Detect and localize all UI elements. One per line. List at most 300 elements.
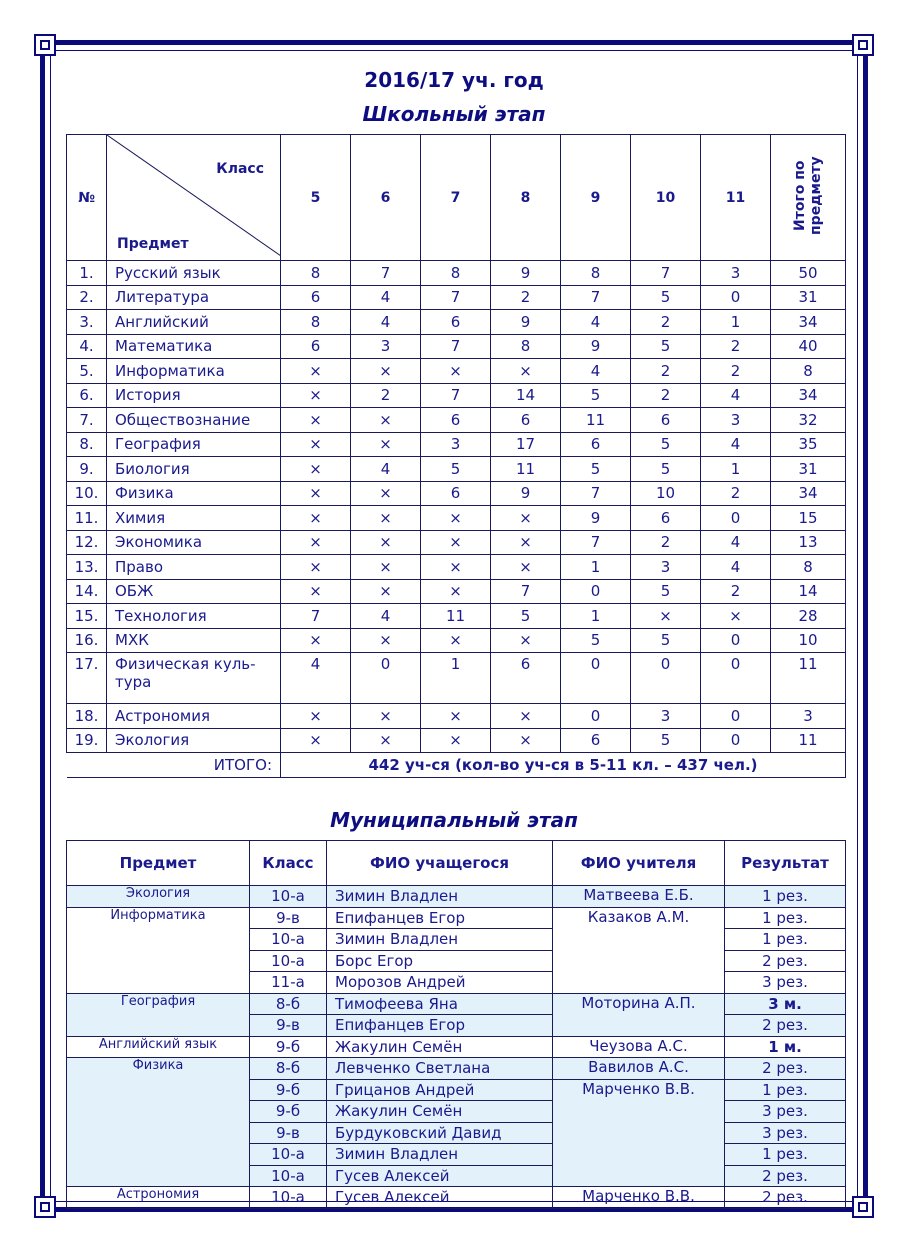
subject-total: 35: [771, 432, 846, 457]
participant-count: 0: [701, 728, 771, 753]
result-cell: 1 рез.: [725, 886, 846, 908]
participant-count: 4: [701, 432, 771, 457]
class-cell: 10-а: [250, 1187, 327, 1209]
subject-total: 10: [771, 628, 846, 653]
subject-total: 8: [771, 359, 846, 384]
class-cell: 8-б: [250, 993, 327, 1015]
total-header: [771, 135, 846, 261]
subject-name: Английский язык: [67, 1036, 250, 1058]
participant-count: 4: [351, 310, 421, 335]
row-number: 12.: [67, 530, 107, 555]
participant-count: ×: [281, 481, 351, 506]
participant-count: ×: [351, 481, 421, 506]
participant-count: 5: [631, 579, 701, 604]
result-cell: 2 рез.: [725, 950, 846, 972]
participant-count: 0: [351, 653, 421, 704]
school-stage-table: [66, 134, 846, 778]
table-row: [67, 481, 846, 506]
student-name: Жакулин Семён: [327, 1036, 553, 1058]
row-number: 1.: [67, 261, 107, 286]
participant-count: 9: [491, 261, 561, 286]
subject-name: Литература: [107, 285, 281, 310]
subject-total: 31: [771, 457, 846, 482]
subject-name: Математика: [107, 334, 281, 359]
table-row: [67, 432, 846, 457]
participant-count: ×: [491, 628, 561, 653]
participant-count: 7: [561, 530, 631, 555]
table-row: [67, 285, 846, 310]
participant-count: ×: [421, 530, 491, 555]
subject-name: Экология: [107, 728, 281, 753]
participant-count: ×: [421, 555, 491, 580]
result-cell: 2 рез.: [725, 1058, 846, 1080]
participant-count: 5: [631, 285, 701, 310]
participant-count: 1: [701, 310, 771, 335]
participant-count: 0: [701, 628, 771, 653]
participant-count: 4: [701, 555, 771, 580]
participant-count: ×: [351, 530, 421, 555]
result-cell: 1 м.: [725, 1036, 846, 1058]
participant-count: 7: [421, 334, 491, 359]
row-number: 9.: [67, 457, 107, 482]
participant-count: 6: [631, 408, 701, 433]
participant-count: ×: [491, 704, 561, 729]
subject-name: Английский: [107, 310, 281, 335]
participant-count: 2: [631, 310, 701, 335]
class-cell: 9-в: [250, 1122, 327, 1144]
row-number: 5.: [67, 359, 107, 384]
table-row: [67, 530, 846, 555]
participant-count: 10: [631, 481, 701, 506]
table-row: [67, 506, 846, 531]
subject-name: Астрономия: [67, 1187, 250, 1209]
table-row: [67, 555, 846, 580]
participant-count: 5: [631, 432, 701, 457]
table-row: [67, 704, 846, 729]
participant-count: 6: [281, 334, 351, 359]
teacher-name: Моторина А.П.: [553, 993, 725, 1036]
participant-count: 2: [701, 579, 771, 604]
class-cell: 10-а: [250, 929, 327, 951]
subject-total: 8: [771, 555, 846, 580]
teacher-column-header: ФИО учителя: [553, 841, 725, 886]
participant-count: 1: [561, 604, 631, 629]
result-cell: 1 рез.: [725, 929, 846, 951]
teacher-name: Марченко В.В.: [553, 1079, 725, 1187]
participant-count: 2: [701, 359, 771, 384]
class-cell: 10-а: [250, 886, 327, 908]
participant-count: 9: [491, 310, 561, 335]
table-row: [67, 579, 846, 604]
teacher-name: Вавилов А.С.: [553, 1058, 725, 1080]
class-label: Класс: [216, 161, 264, 177]
participant-count: 7: [421, 383, 491, 408]
subject-name: Биология: [107, 457, 281, 482]
participant-count: 1: [561, 555, 631, 580]
subject-name: География: [107, 432, 281, 457]
class-cell: 11-а: [250, 972, 327, 994]
subject-name: Физическая куль-тура: [107, 653, 281, 704]
participant-count: 4: [281, 653, 351, 704]
result-cell: 3 рез.: [725, 1122, 846, 1144]
table-row: [67, 886, 846, 908]
table-header-row: [67, 841, 846, 886]
result-cell: 2 рез.: [725, 1187, 846, 1209]
subject-name: Право: [107, 555, 281, 580]
participant-count: 3: [631, 555, 701, 580]
student-name: Епифанцев Егор: [327, 1015, 553, 1037]
table-row: [67, 604, 846, 629]
participant-count: 8: [281, 261, 351, 286]
class-header: 8: [491, 135, 561, 261]
participant-count: 4: [351, 457, 421, 482]
table-row: [67, 310, 846, 335]
result-cell: 3 рез.: [725, 1101, 846, 1123]
subject-name: Физика: [107, 481, 281, 506]
participant-count: 11: [421, 604, 491, 629]
participant-count: 9: [491, 481, 561, 506]
class-cell: 9-б: [250, 1079, 327, 1101]
participant-count: ×: [281, 457, 351, 482]
class-header: 6: [351, 135, 421, 261]
table-row: [67, 728, 846, 753]
row-number: 18.: [67, 704, 107, 729]
subject-total: 11: [771, 653, 846, 704]
subject-total: 34: [771, 481, 846, 506]
row-number: 4.: [67, 334, 107, 359]
participant-count: 4: [701, 530, 771, 555]
participant-count: ×: [281, 555, 351, 580]
participant-count: 2: [351, 383, 421, 408]
subject-label: Предмет: [117, 236, 189, 252]
participant-count: 4: [561, 359, 631, 384]
student-name: Грицанов Андрей: [327, 1079, 553, 1101]
participant-count: 8: [491, 334, 561, 359]
participant-count: ×: [281, 530, 351, 555]
result-cell: 3 рез.: [725, 972, 846, 994]
table-row: [67, 334, 846, 359]
teacher-name: Чеузова А.С.: [553, 1036, 725, 1058]
grand-total-label: ИТОГО:: [67, 753, 281, 778]
participant-count: 7: [351, 261, 421, 286]
student-name: Зимин Владлен: [327, 886, 553, 908]
participant-count: ×: [281, 359, 351, 384]
table-row: [67, 457, 846, 482]
class-cell: 10-а: [250, 1165, 327, 1187]
class-header: 5: [281, 135, 351, 261]
class-cell: 10-а: [250, 1144, 327, 1166]
participant-count: ×: [281, 704, 351, 729]
participant-count: 0: [561, 653, 631, 704]
participant-count: ×: [421, 359, 491, 384]
student-column-header: ФИО учащегося: [327, 841, 553, 886]
participant-count: 3: [631, 704, 701, 729]
class-header: 9: [561, 135, 631, 261]
subject-column-header: Предмет: [67, 841, 250, 886]
table-row: [67, 359, 846, 384]
result-column-header: Результат: [725, 841, 846, 886]
participant-count: 3: [351, 334, 421, 359]
student-name: Левченко Светлана: [327, 1058, 553, 1080]
student-name: Бурдуковский Давид: [327, 1122, 553, 1144]
participant-count: ×: [351, 704, 421, 729]
participant-count: 6: [631, 506, 701, 531]
participant-count: 6: [491, 408, 561, 433]
subject-name: Технология: [107, 604, 281, 629]
result-cell: 3 м.: [725, 993, 846, 1015]
diagonal-header-cell: [107, 135, 281, 261]
class-column-header: Класс: [250, 841, 327, 886]
teacher-name: Марченко В.В.: [553, 1187, 725, 1209]
participant-count: ×: [351, 359, 421, 384]
table-row: [67, 1036, 846, 1058]
page-title-year: 2016/17 уч. год: [364, 68, 544, 92]
participant-count: ×: [421, 728, 491, 753]
subject-total: 3: [771, 704, 846, 729]
class-cell: 10-а: [250, 950, 327, 972]
participant-count: ×: [281, 728, 351, 753]
subject-total: 31: [771, 285, 846, 310]
participant-count: ×: [351, 506, 421, 531]
teacher-name: Казаков А.М.: [553, 907, 725, 993]
participant-count: 1: [701, 457, 771, 482]
participant-count: ×: [491, 359, 561, 384]
row-number: 6.: [67, 383, 107, 408]
participant-count: 6: [421, 481, 491, 506]
row-number: 7.: [67, 408, 107, 433]
participant-count: ×: [351, 579, 421, 604]
table-row: [67, 261, 846, 286]
student-name: Морозов Андрей: [327, 972, 553, 994]
result-cell: 1 рез.: [725, 907, 846, 929]
participant-count: 7: [281, 604, 351, 629]
participant-count: 4: [351, 604, 421, 629]
subject-name: Физика: [67, 1058, 250, 1187]
subject-name: Информатика: [67, 907, 250, 993]
participant-count: ×: [351, 432, 421, 457]
participant-count: 6: [421, 408, 491, 433]
participant-count: 5: [631, 334, 701, 359]
participant-count: 5: [421, 457, 491, 482]
class-header: 10: [631, 135, 701, 261]
subject-total: 13: [771, 530, 846, 555]
municipal-stage-table: [66, 840, 846, 1209]
participant-count: 6: [561, 728, 631, 753]
table-row: [67, 408, 846, 433]
row-number: 13.: [67, 555, 107, 580]
subject-total: 11: [771, 728, 846, 753]
municipal-stage-title: Муниципальный этап: [330, 808, 578, 832]
corner-ornament: [852, 1196, 874, 1218]
result-cell: 2 рез.: [725, 1165, 846, 1187]
participant-count: ×: [631, 604, 701, 629]
participant-count: 2: [701, 481, 771, 506]
participant-count: 5: [561, 457, 631, 482]
participant-count: 7: [631, 261, 701, 286]
participant-count: ×: [351, 728, 421, 753]
participant-count: ×: [351, 555, 421, 580]
row-number: 10.: [67, 481, 107, 506]
subject-total: 28: [771, 604, 846, 629]
student-name: Зимин Владлен: [327, 929, 553, 951]
participant-count: ×: [351, 628, 421, 653]
participant-count: 3: [701, 408, 771, 433]
student-name: Тимофеева Яна: [327, 993, 553, 1015]
participant-count: 0: [701, 653, 771, 704]
participant-count: 0: [701, 704, 771, 729]
subject-total: 34: [771, 310, 846, 335]
participant-count: ×: [491, 506, 561, 531]
grand-total-row: [67, 753, 846, 778]
table-header-row: [67, 135, 846, 261]
participant-count: 0: [701, 506, 771, 531]
participant-count: 2: [491, 285, 561, 310]
table-row: [67, 628, 846, 653]
participant-count: 5: [631, 457, 701, 482]
participant-count: 6: [421, 310, 491, 335]
participant-count: ×: [701, 604, 771, 629]
corner-ornament: [852, 34, 874, 56]
participant-count: 0: [561, 579, 631, 604]
participant-count: 11: [491, 457, 561, 482]
subject-total: 14: [771, 579, 846, 604]
student-name: Борс Егор: [327, 950, 553, 972]
participant-count: ×: [491, 530, 561, 555]
row-number: 16.: [67, 628, 107, 653]
participant-count: ×: [281, 579, 351, 604]
class-cell: 9-б: [250, 1101, 327, 1123]
table-row: [67, 653, 846, 704]
participant-count: 6: [561, 432, 631, 457]
class-header: 11: [701, 135, 771, 261]
participant-count: 7: [561, 285, 631, 310]
subject-name: Химия: [107, 506, 281, 531]
table-row: [67, 383, 846, 408]
class-cell: 9-в: [250, 1015, 327, 1037]
subject-name: Информатика: [107, 359, 281, 384]
participant-count: 8: [421, 261, 491, 286]
participant-count: ×: [351, 408, 421, 433]
subject-total: 15: [771, 506, 846, 531]
row-number: 15.: [67, 604, 107, 629]
table-row: [67, 907, 846, 929]
participant-count: ×: [281, 383, 351, 408]
participant-count: 5: [491, 604, 561, 629]
participant-count: 5: [631, 628, 701, 653]
participant-count: 7: [561, 481, 631, 506]
participant-count: 5: [561, 628, 631, 653]
participant-count: 2: [631, 530, 701, 555]
result-cell: 2 рез.: [725, 1015, 846, 1037]
class-cell: 8-б: [250, 1058, 327, 1080]
participant-count: ×: [491, 555, 561, 580]
row-number: 14.: [67, 579, 107, 604]
participant-count: 5: [561, 383, 631, 408]
participant-count: 8: [561, 261, 631, 286]
corner-ornament: [34, 34, 56, 56]
table-row: [67, 1058, 846, 1080]
participant-count: 3: [701, 261, 771, 286]
participant-count: 4: [351, 285, 421, 310]
participant-count: 8: [281, 310, 351, 335]
participant-count: 0: [701, 285, 771, 310]
subject-name: Русский язык: [107, 261, 281, 286]
subject-total: 40: [771, 334, 846, 359]
num-header: №: [67, 135, 107, 261]
participant-count: 4: [701, 383, 771, 408]
row-number: 8.: [67, 432, 107, 457]
result-cell: 1 рез.: [725, 1079, 846, 1101]
participant-count: 9: [561, 334, 631, 359]
participant-count: 3: [421, 432, 491, 457]
participant-count: ×: [281, 432, 351, 457]
teacher-name: Матвеева Е.Б.: [553, 886, 725, 908]
participant-count: ×: [421, 704, 491, 729]
participant-count: ×: [421, 506, 491, 531]
participant-count: ×: [491, 728, 561, 753]
participant-count: 17: [491, 432, 561, 457]
participant-count: 4: [561, 310, 631, 335]
participant-count: ×: [281, 506, 351, 531]
participant-count: 14: [491, 383, 561, 408]
participant-count: 7: [491, 579, 561, 604]
student-name: Зимин Владлен: [327, 1144, 553, 1166]
student-name: Гусев Алексей: [327, 1165, 553, 1187]
row-number: 3.: [67, 310, 107, 335]
participant-count: 1: [421, 653, 491, 704]
corner-ornament: [34, 1196, 56, 1218]
participant-count: 0: [631, 653, 701, 704]
class-header: 7: [421, 135, 491, 261]
subject-total: 32: [771, 408, 846, 433]
participant-count: 6: [281, 285, 351, 310]
participant-count: 9: [561, 506, 631, 531]
participant-count: ×: [421, 579, 491, 604]
class-cell: 9-б: [250, 1036, 327, 1058]
participant-count: 5: [631, 728, 701, 753]
row-number: 17.: [67, 653, 107, 704]
row-number: 19.: [67, 728, 107, 753]
result-cell: 1 рез.: [725, 1144, 846, 1166]
participant-count: ×: [421, 628, 491, 653]
row-number: 2.: [67, 285, 107, 310]
participant-count: 7: [421, 285, 491, 310]
subject-name: Астрономия: [107, 704, 281, 729]
participant-count: ×: [281, 408, 351, 433]
student-name: Жакулин Семён: [327, 1101, 553, 1123]
table-row: [67, 993, 846, 1015]
participant-count: 0: [561, 704, 631, 729]
school-stage-title: Школьный этап: [362, 102, 546, 126]
student-name: Гусев Алексей: [327, 1187, 553, 1209]
subject-name: Обществознание: [107, 408, 281, 433]
subject-name: МХК: [107, 628, 281, 653]
subject-name: Экономика: [107, 530, 281, 555]
total-header-text: Итого по предмету: [792, 156, 824, 235]
subject-name: Экология: [67, 886, 250, 908]
participant-count: 11: [561, 408, 631, 433]
class-cell: 9-в: [250, 907, 327, 929]
student-name: Епифанцев Егор: [327, 907, 553, 929]
subject-name: География: [67, 993, 250, 1036]
grand-total-value: 442 уч-ся (кол-во уч-ся в 5-11 кл. – 437 чел.): [281, 753, 846, 778]
participant-count: 2: [631, 359, 701, 384]
participant-count: 2: [701, 334, 771, 359]
table-row: [67, 1187, 846, 1209]
participant-count: 2: [631, 383, 701, 408]
subject-name: ОБЖ: [107, 579, 281, 604]
participant-count: ×: [281, 628, 351, 653]
